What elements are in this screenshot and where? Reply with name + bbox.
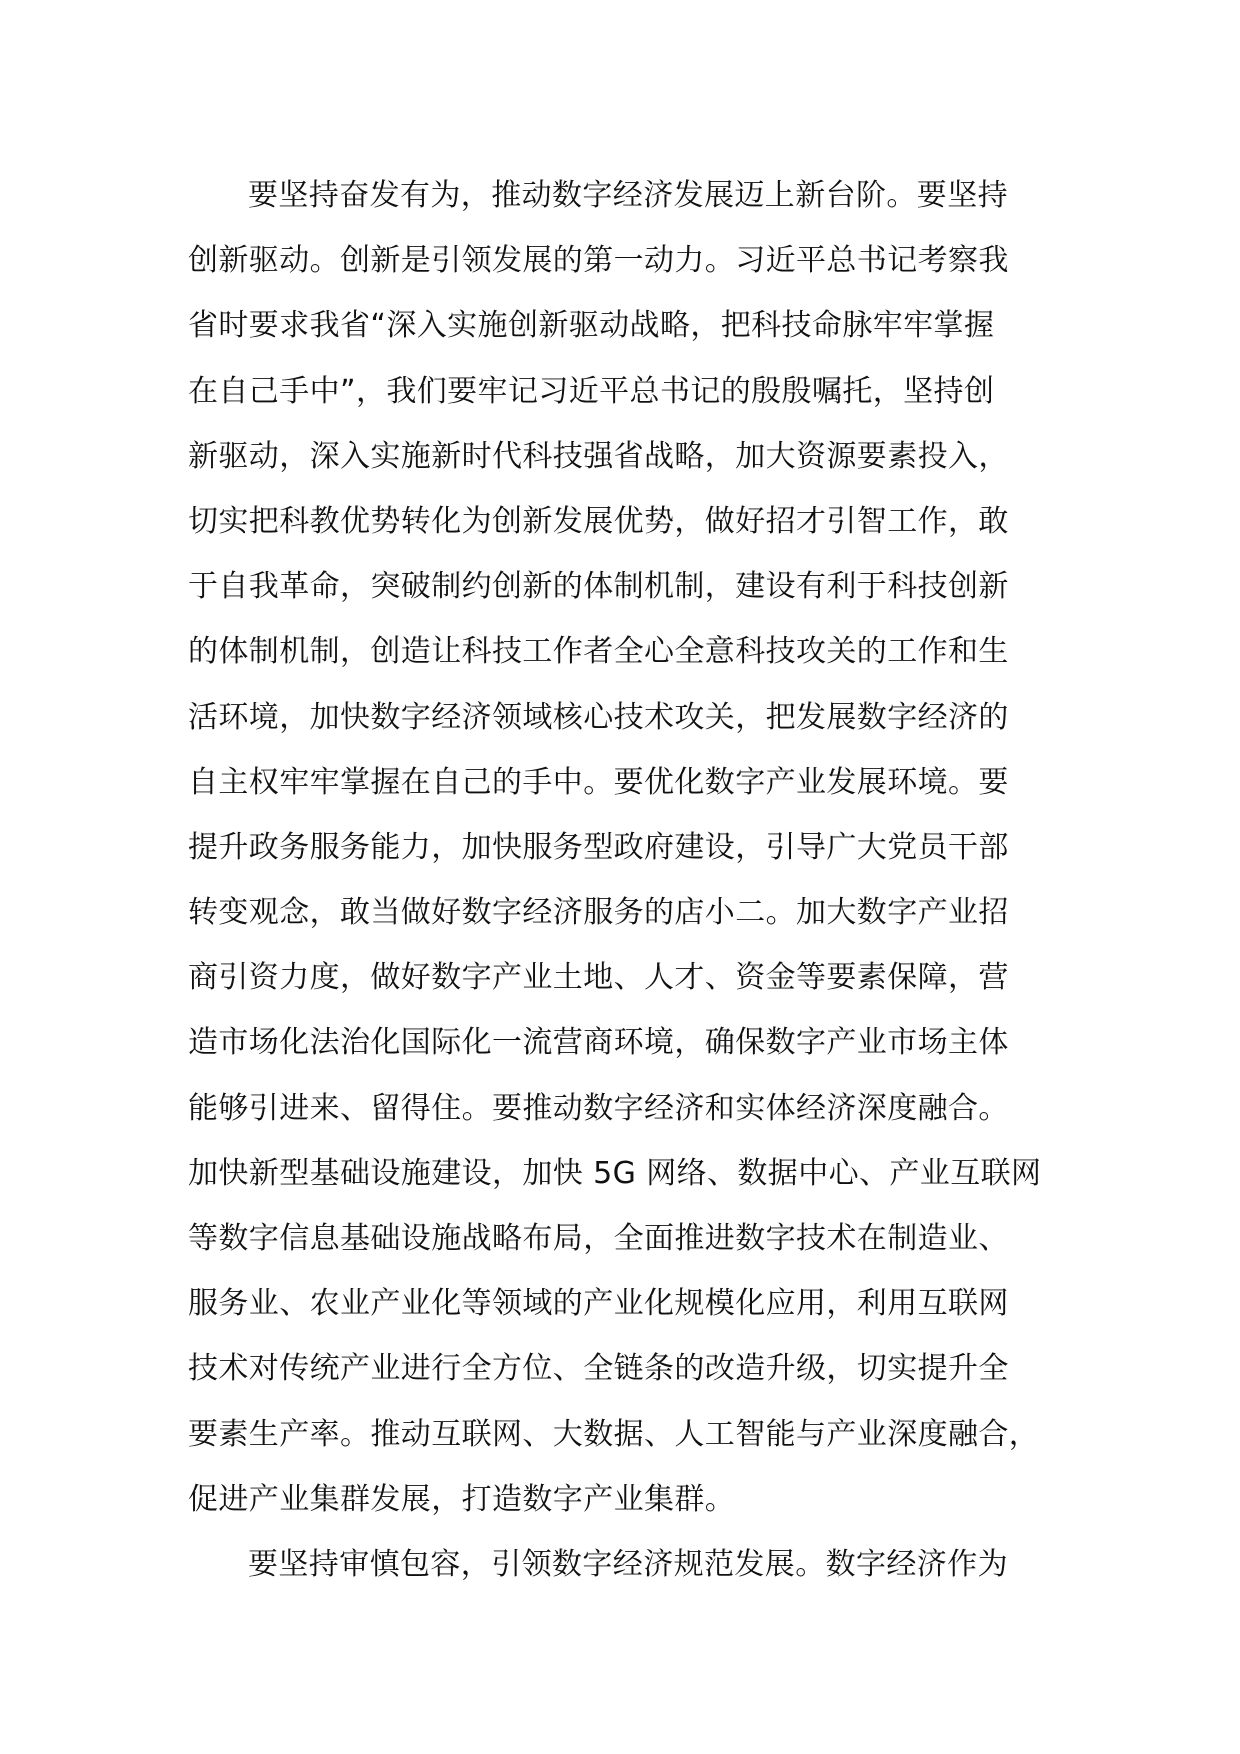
- paragraph-line: 等数字信息基础设施战略布局，全面推进数字技术在制造业、: [188, 1221, 1009, 1256]
- paragraph-line: 活环境，加快数字经济领域核心技术攻关，把发展数字经济的: [188, 699, 1009, 735]
- paragraph-line: 转变观念，敢当做好数字经济服务的店小二。加大数字产业招: [188, 895, 1009, 931]
- paragraph-line: 服务业、农业产业化等领域的产业化规模化应用，利用互联网: [188, 1286, 1009, 1322]
- paragraph-2: [188, 1541, 1068, 1606]
- paragraph-line: 省时要求我省“深入实施创新驱动战略，把科技命脉牢牢掌握: [188, 308, 995, 344]
- paragraph-line: 能够引进来、留得住。要推动数字经济和实体经济深度融合。: [188, 1090, 1009, 1126]
- paragraph-line: 于自我革命，突破制约创新的体制机制，建设有利于科技创新: [188, 569, 1009, 605]
- paragraph-line: 商引资力度，做好数字产业土地、人才、资金等要素保障，营: [188, 960, 1009, 996]
- paragraph-line: 在自己手中”，我们要牢记习近平总书记的殷殷嘱托，坚持创: [188, 373, 995, 409]
- paragraph-line: 的体制机制，创造让科技工作者全心全意科技攻关的工作和生: [188, 634, 1009, 670]
- body-text: [188, 172, 1068, 1606]
- paragraph-line: 切实把科教优势转化为创新发展优势，做好招才引智工作，敢: [188, 503, 1009, 539]
- paragraph-line: 要素生产率。推动互联网、大数据、人工智能与产业深度融合，: [188, 1416, 1040, 1452]
- paragraph-line: 技术对传统产业进行全方位、全链条的改造升级，切实提升全: [188, 1351, 1009, 1387]
- paragraph-line: 要坚持审慎包容，引领数字经济规范发展。数字经济作为: [248, 1546, 1008, 1582]
- paragraph-line: 造市场化法治化国际化一流营商环境，确保数字产业市场主体: [188, 1025, 1009, 1061]
- paragraph-line: 创新驱动。创新是引领发展的第一动力。习近平总书记考察我: [188, 243, 1009, 279]
- paragraph-line: 自主权牢牢掌握在自己的手中。要优化数字产业发展环境。要: [188, 764, 1009, 800]
- paragraph-line: 促进产业集群发展，打造数字产业集群。: [188, 1481, 736, 1517]
- paragraph-line: 提升政务服务能力，加快服务型政府建设，引导广大党员干部: [188, 829, 1009, 865]
- paragraph-line: 新驱动，深入实施新时代科技强省战略，加大资源要素投入，: [188, 438, 1009, 474]
- paragraph-1: [188, 172, 1068, 1541]
- paragraph-line: 加快新型基础设施建设，加快 5G 网络、数据中心、产业互联网: [188, 1155, 1042, 1191]
- paragraph-line: 要坚持奋发有为，推动数字经济发展迈上新台阶。要坚持: [248, 178, 1008, 213]
